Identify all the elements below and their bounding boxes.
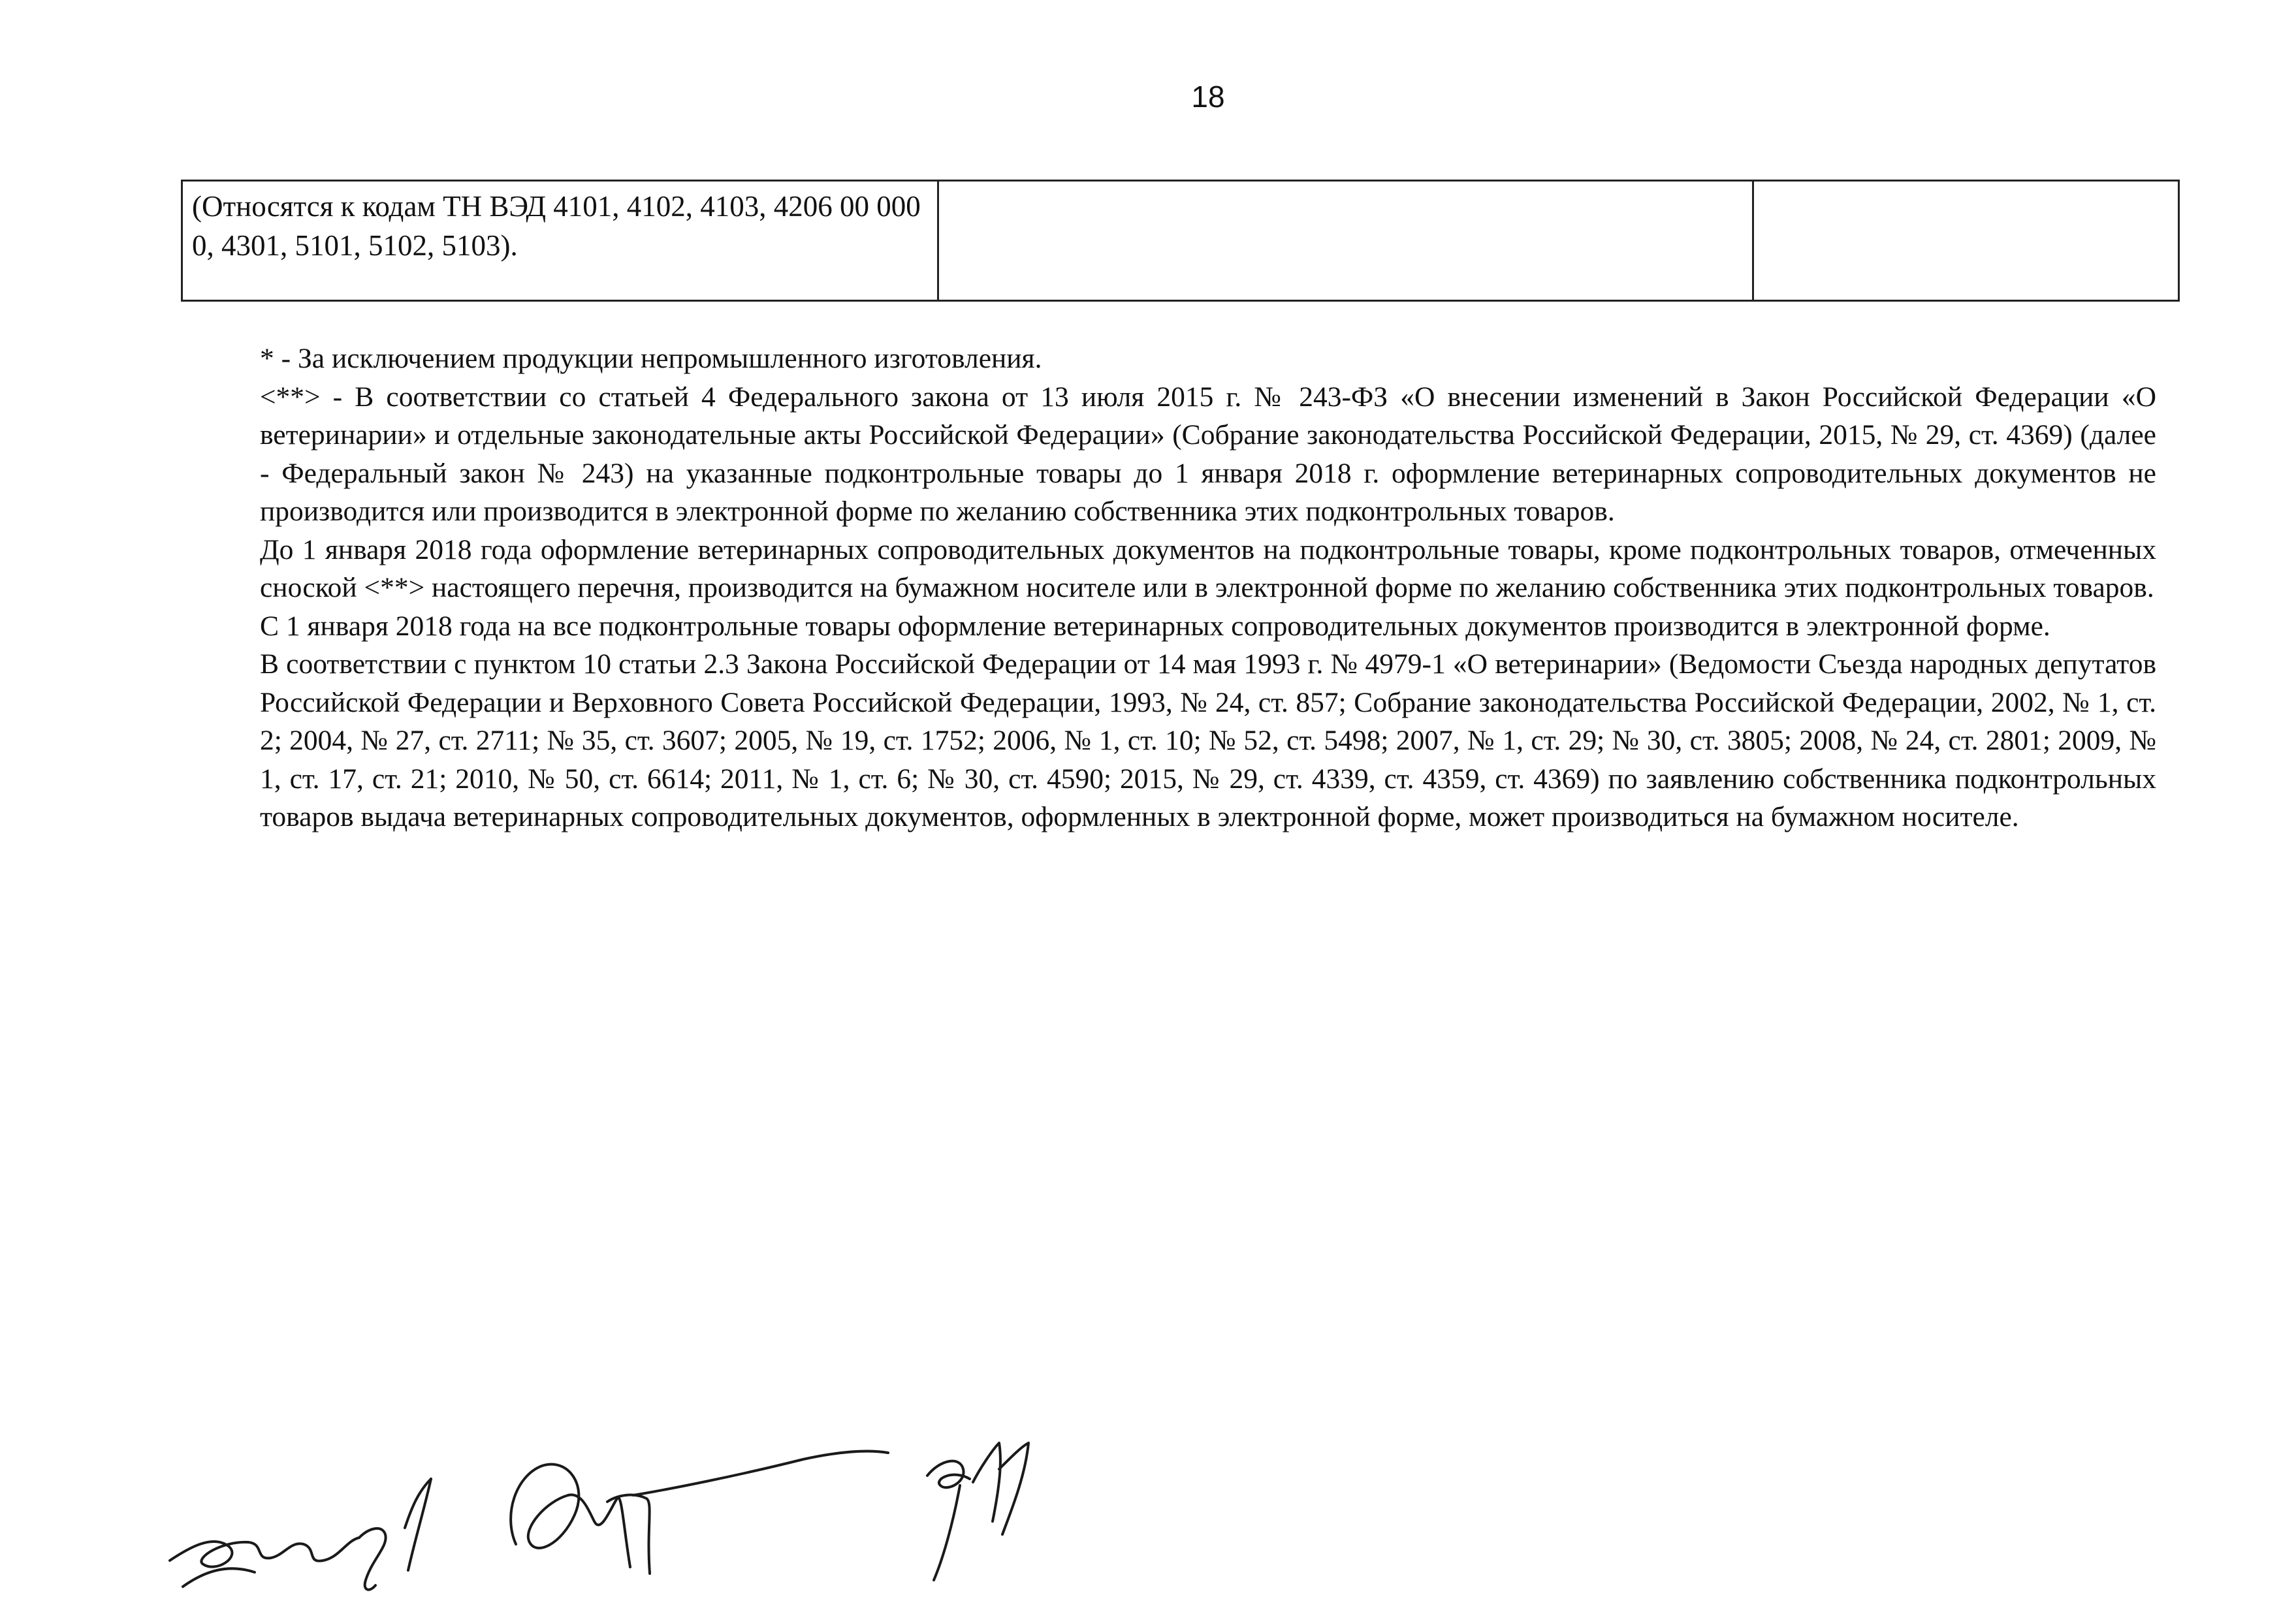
table-cell-codes: (Относятся к кодам ТН ВЭД 4101, 4102, 4103, 4206 00 000 0, 4301, 5101, 5102, 5103). — [182, 181, 938, 301]
signature-3 — [927, 1443, 1028, 1580]
table-cell-empty-2 — [1753, 181, 2179, 301]
table-row — [182, 181, 2179, 301]
footnotes-block — [260, 340, 2156, 836]
table-cell-empty-1 — [938, 181, 1753, 301]
signatures — [150, 1430, 1064, 1600]
footnote-asterisk: * - За исключением продукции непромышленного изготовления. — [260, 343, 1042, 374]
footnote-double-asterisk: <**> - В соответствии со статьей 4 Федерального закона от 13 июля 2015 г. № 243-ФЗ «О внесении изменений в Закон Российской Федерации «О ветеринарии» и отдельные законодательные акты Российской Федерации» (Собрание законодательства Российской Федерации, 2015, № 29, ст. 4369) (далее - Федеральный закон № 243) на указанные подконтрольные товары до 1 января 2018 г. оформление ветеринарных сопроводительных документов не производится или производится в электронной форме по желанию собственника этих подконтрольных товаров. — [260, 381, 2156, 527]
document-table — [181, 180, 2180, 302]
note-electronic-from-2018: С 1 января 2018 года на все подконтрольные товары оформление ветеринарных сопроводительных документов производится в электронной форме. — [260, 610, 2050, 642]
page-number: 18 — [1191, 80, 1225, 114]
note-paper-until-2018: До 1 января 2018 года оформление ветеринарных сопроводительных документов на подконтрольные товары, кроме подконтрольных товаров, отмеченных сноской <**> настоящего перечня, производится на бумажном носителе или в электронной форме по желанию собственника этих подконтрольных товаров. — [260, 533, 2156, 603]
signature-2 — [511, 1451, 888, 1574]
signature-1 — [170, 1479, 431, 1590]
note-law-4979-1: В соответствии с пунктом 10 статьи 2.3 Закона Российской Федерации от 14 мая 1993 г. № 4979-1 «О ветеринарии» (Ведомости Съезда народных депутатов Российской Федерации и Верховного Совета Российской Федерации, 1993, № 24, ст. 857; Собрание законодательства Российской Федерации, 2002, № 1, ст. 2; 2004, № 27, ст. 2711; № 35, ст. 3607; 2005, № 19, ст. 1752; 2006, № 1, ст. 10; № 52, ст. 5498; 2007, № 1, ст. 29; № 30, ст. 3805; 2008, № 24, ст. 2801; 2009, № 1, ст. 17, ст. 21; 2010, № 50, ст. 6614; 2011, № 1, ст. 6; № 30, ст. 4590; 2015, № 29, ст. 4339, ст. 4359, ст. 4369) по заявлению собственника подконтрольных товаров выдача ветеринарных сопроводительных документов, оформленных в электронной форме, может производиться на бумажном носителе. — [260, 648, 2156, 832]
